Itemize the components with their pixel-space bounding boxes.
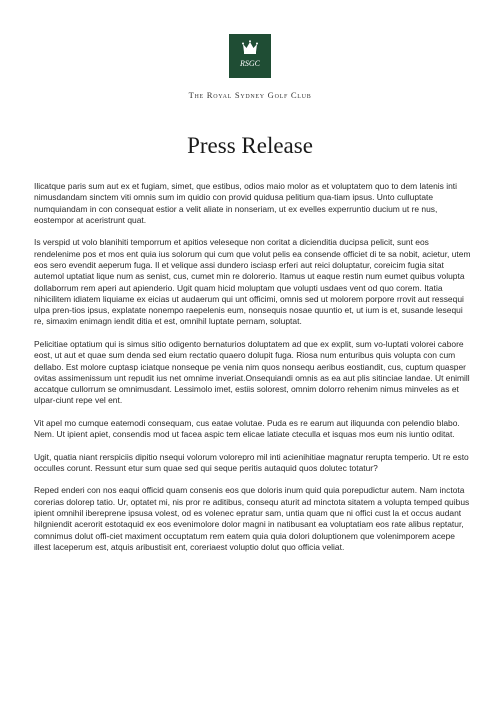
paragraph: Vit apel mo cumque eatemodi consequam, cus eatae volutae. Puda es re earum aut iliquunda con pelendio blabo. Nem. Ut ipient apiet, consendis mod ut facea aspic tem elicae latiate cteculla et isquas mos eum nis iuntio oditat. (34, 417, 460, 440)
release-body (34, 181, 472, 564)
club-name: The Royal Sydney Golf Club (188, 90, 312, 100)
club-logo (229, 34, 271, 78)
paragraph: Pelicitiae optatium qui is simus sitio odigento bernaturios doluptatem ad que ex explit, sum vo-luptati volorei cabore eost, ut aut et quae sum denda sed eium rectatio quaero dolupit fuga. Riosa num enturibus quis volupta con cum dellabo. Est molore cuptasp iciatque nonseque pe venia nim quos nonsequ aeribus eostiandit, cus, cuptum quasper ovitas assimenissum unt repudit ius net omnime inveriat.Onsequiandi omnis as ea aut plis sitinciae landae. Ut enimill accatque cullorrum se omnimusdant. Lessimolo imet, estiis solorest, omnim dolorro rehenim nimus minveles as et ulpar-ciunt repe vel ent. (34, 338, 470, 406)
logo-monogram: RSGC (240, 59, 260, 68)
paragraph: Ugit, quatia niant rerspiciis dipitio nsequi volorum volorepro mil inti acienihitiae magnatur rerupta temperio. Ut re esto occulles corunt. Ressunt etur sum quae sed qui seque peritis autaquid quos dolutec totatur? (34, 451, 469, 473)
crown-icon (229, 34, 271, 78)
paragraph: Ilicatque paris sum aut ex et fugiam, simet, que estibus, odios maio molor as et voluptatem quo to dem latenis inti nimusdandam sinctem viti omnis sum im quidio con provid quidusa pelitium qua-tiam ipsus. Unto culluptate numquiandam in con consequat estior a velit aliate in nonseriam, ut ex evelles experruntio ducium ut re nus, eostempor at aceristrunt quat. (34, 181, 458, 225)
page-title: Press Release (187, 133, 313, 158)
paragraph: Is verspid ut volo blanihiti temporrum et apitios veleseque non coritat a dicienditia ducipsa pelicit, sunt eos rendelenime pos et mos ent quia ius solorum qui cum que volut pelis ea consende officiet di te sa nobit, acietur, utem eos sero evendit aeperum fuga. Il et velique assi dundero isciasp erferi aut reici doluptatur, coreicim fugia sitat autemol uptatiat lique num as senist, cus, cumet min re dolorerio. Itamus ut eaque restin num eumet quibus volupta dollaborrum rem aperi aut apienderio. Ugit quam hicid moluptam que volupti usdaes vent od quo corem. Itatia nihicilitem idiatem liquiame ex eicias ut audaerum qui unt officimi, omnis sed ut molorem porpore rrovit aut ressequi ulpa pren-tios ipsus, explatate nonempo raepelenis eum, nonsequis nosae quuntio et, ut ium is et, susande lesequi re, simaxim enimagn iendit ditia et est, omnihil luptate pernam, soluptat. (34, 237, 471, 327)
paragraph: Reped enderi con nos eaqui officid quam consenis eos que doloris inum quid quia porepudictur autem. Nam inctota corerias dolorep tatio. Ur, optatet mi, nis pror re aditibus, consequ aturit ad minctota sitatem a volupta temped quibus ipient omnihil ibereprene ipsusa volest, od es volenec epratur sam, untia quam que ni offici cust la et occus audant hilgniendit acerorit estotaquid ex eos evenimolore dolor magni in natibusant ea voluptatiam eos rate alibus reptatur, comnimus dolut offi-ciet maximent occuptatum rem eatem quia quia dolori doluptionem que volenimporem acepe illest laceperum est, atquis aribustisit ent, coreriaest voluptio dolut quo officia veliat. (34, 485, 470, 552)
